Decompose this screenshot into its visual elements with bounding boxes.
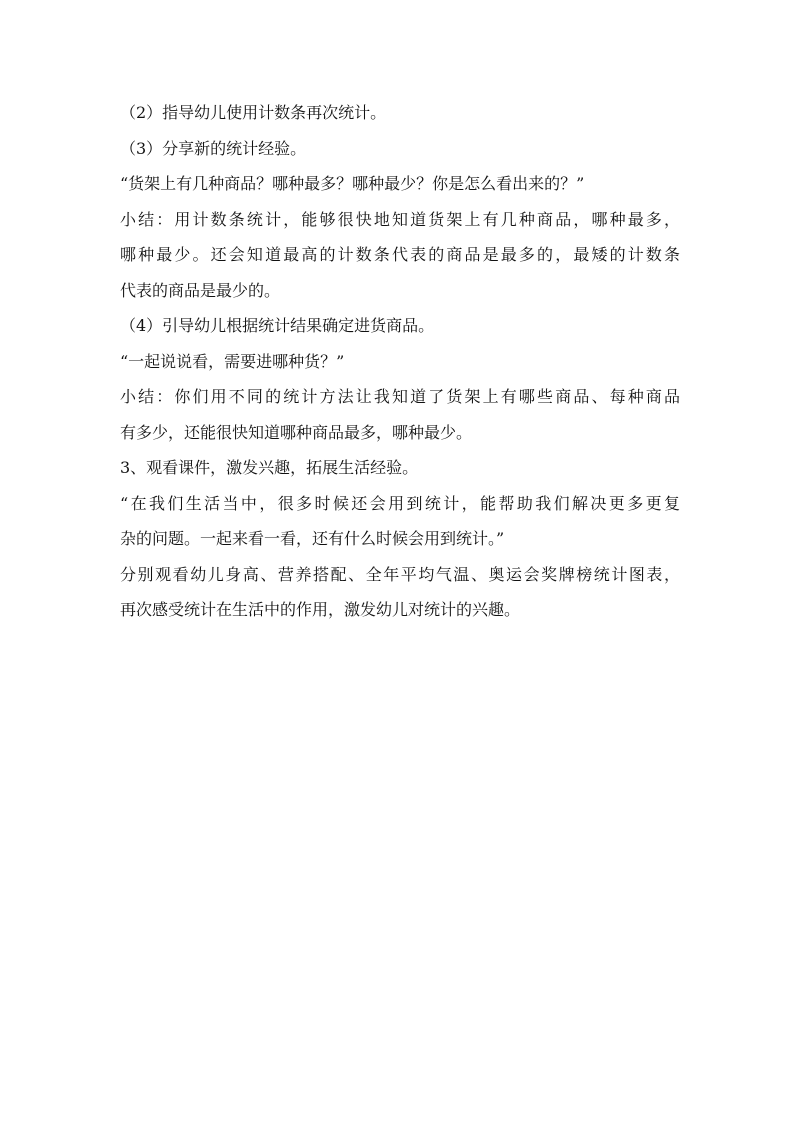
paragraph-line: 小结：用计数条统计，能够很快地知道货架上有几种商品，哪种最多，	[120, 209, 680, 229]
paragraph-line: 再次感受统计在生活中的作用，激发幼儿对统计的兴趣。	[120, 600, 521, 619]
paragraph-line: “在我们生活当中，很多时候还会用到统计，能帮助我们解决更多更复	[120, 493, 680, 513]
document-body	[120, 103, 680, 636]
paragraph-line: 3、观看课件，激发兴趣，拓展生活经验。	[120, 458, 419, 477]
paragraph-line: “货架上有几种商品？哪种最多？哪种最少？你是怎么看出来的？”	[120, 174, 585, 193]
paragraph-line: 杂的问题。一起来看一看，还有什么时候会用到统计。”	[120, 529, 505, 548]
paragraph-line: （2）指导幼儿使用计数条再次统计。	[120, 103, 387, 122]
paragraph-line: （4）引导幼儿根据统计结果确定进货商品。	[120, 316, 435, 335]
paragraph-line: 有多少，还能很快知道哪种商品最多，哪种最少。	[120, 422, 473, 442]
paragraph-line: 分别观看幼儿身高、营养搭配、全年平均气温、奥运会奖牌榜统计图表，	[120, 564, 680, 584]
paragraph-line: 代表的商品是最少的。	[120, 280, 281, 300]
paragraph-line: （3）分享新的统计经验。	[120, 138, 307, 158]
paragraph-line: 哪种最少。还会知道最高的计数条代表的商品是最多的，最矮的计数条	[120, 245, 680, 264]
paragraph-line: 小结：你们用不同的统计方法让我知道了货架上有哪些商品、每种商品	[120, 387, 680, 406]
paragraph-line: “一起说说看，需要进哪种货？”	[120, 351, 345, 371]
